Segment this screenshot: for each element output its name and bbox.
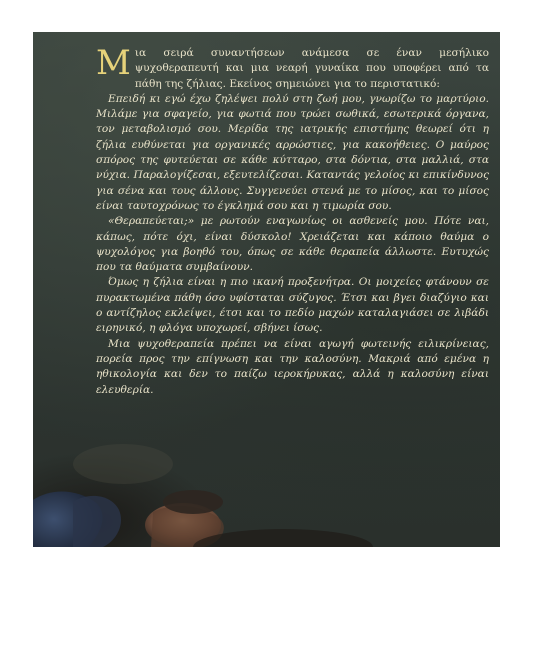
intro-paragraph bbox=[96, 43, 489, 92]
intro-text: ια σειρά συναντήσεων ανάμεσα σε έναν μεσήλικο ψυχοθεραπευτή και μια νεαρή γυναίκα που υποφέρει από τα πάθη της ζήλιας. Εκείνος σημειώνει για το περιστατικό: bbox=[134, 47, 489, 90]
book-back-cover bbox=[33, 32, 500, 547]
quote-paragraph-3: Όμως η ζήλια είναι η πιο ικανή προξενήτρα. Οι μοιχείες φτάνουν σε πυρακτωμένα πάθη όσο υφίσταται σύζυγος. Έτσι και βγει διαζύγιο και ο αντίζηλος εκλείψει, έτσι και το πεδίο μαχών καταλαγιάσει σε λιβάδι ειρηνικό, η φλόγα υποχωρεί, σβήνει ίσως. bbox=[96, 276, 489, 335]
quote-paragraph-2: «Θεραπεύεται;» με ρωτούν εναγωνίως οι ασθενείς μου. Πότε ναι, κάπως, πότε όχι, είναι δύσκολο! Χρειάζεται και κάποιο θαύμα ο ψυχολόγος για βοηθό του, όπως σε κάθε θεραπεία άλλωστε. Ευτυχώς που τα θαύματα συμβαίνουν. bbox=[96, 215, 489, 274]
back-cover-text bbox=[96, 43, 489, 398]
quote-paragraph-4: Μια ψυχοθεραπεία πρέπει να είναι αγωγή φωτεινής ειλικρίνειας, πορεία προς την επίγνωση και την καλοσύνη. Μακριά από εμένα η ηθικολογία και δεν το παίζω ιεροκήρυκας, αλλά η καλοσύνη είναι ελευθερία. bbox=[96, 337, 489, 396]
drop-cap: Μ bbox=[96, 43, 131, 83]
quote-paragraph-1: Επειδή κι εγώ έχω ζηλέψει πολύ στη ζωή μου, γνωρίζω το μαρτύριο. Μιλάμε για σφαγείο, για φωτιά που τρώει σωθικά, εσωτερικά όργανα, τον μεταβολισμό σου. Μερίδα της ιατρικής επιστήμης θεωρεί ότι η ζήλια ευθύνεται για οργανικές αρρώστιες, για κακοήθειες. Ο μαύρος σπόρος της φυτεύεται σε κάθε κύτταρο, στα δόντια, στα μαλλιά, στα νύχια. Παραλογίζεσαι, εξευτελίζεσαι. Καταντάς γελοίος κι επικίνδυνος για σένα και τους άλλους. Συγγενεύει στενά με το μίσος, και το μίσος είναι ταυτοχρόνως το έγκλημά σου και η τιμωρία σου. bbox=[96, 92, 489, 212]
